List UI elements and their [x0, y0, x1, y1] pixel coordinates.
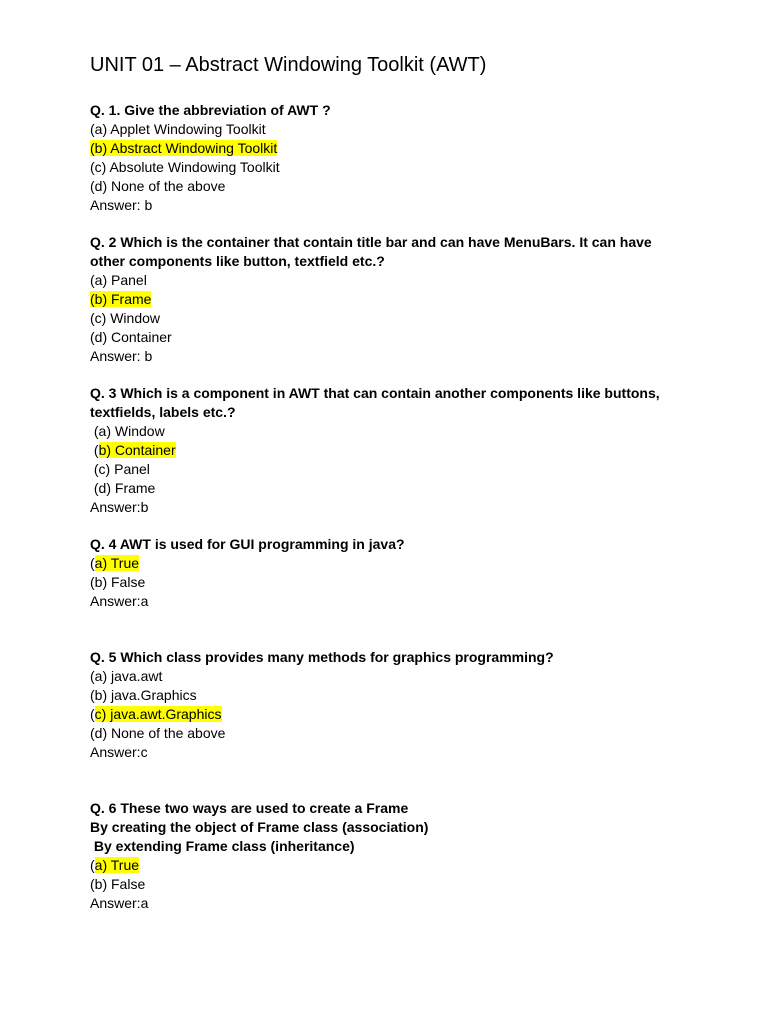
option-prefix: ( — [90, 857, 95, 873]
answer-text: Answer:b — [90, 499, 149, 515]
highlighted-answer: a) True — [94, 555, 140, 571]
question-text-line-2: textfields, labels etc.? — [90, 404, 236, 420]
answer-text: Answer:c — [90, 744, 148, 760]
option-c: (c) Panel — [90, 461, 150, 477]
option-b — [90, 441, 750, 460]
option-prefix: ( — [90, 555, 95, 571]
highlighted-answer: a) True — [94, 857, 140, 873]
option-b — [90, 139, 750, 158]
option-b — [90, 290, 750, 309]
option-d: (d) Frame — [90, 480, 156, 496]
question-text: Q. 1. Give the abbreviation of AWT ? — [90, 102, 331, 118]
highlighted-answer: (b) Frame — [90, 291, 152, 307]
question-text: Q. 5 Which class provides many methods for graphics programming? — [90, 649, 554, 665]
question-block-1 — [90, 101, 750, 215]
answer-text: Answer: b — [90, 348, 153, 364]
answer-text: Answer: b — [90, 197, 153, 213]
question-text-line-2: By creating the object of Frame class (association) — [90, 819, 429, 835]
option-a — [90, 554, 750, 573]
option-prefix: ( — [90, 442, 99, 458]
option-b: (b) False — [90, 574, 146, 590]
question-text-line-1: Q. 2 Which is the container that contain title bar and can have MenuBars. It can have — [90, 234, 652, 250]
page-title: UNIT 01 – Abstract Windowing Toolkit (AWT) — [90, 54, 487, 76]
question-block-3 — [90, 384, 750, 517]
option-a: (a) Window — [90, 423, 165, 439]
question-block-2 — [90, 233, 750, 366]
question-block-6 — [90, 799, 750, 913]
option-b: (b) False — [90, 876, 146, 892]
option-a: (a) Panel — [90, 272, 147, 288]
document-page — [90, 50, 750, 931]
option-a: (a) Applet Windowing Toolkit — [90, 121, 266, 137]
question-text-line-3: By extending Frame class (inheritance) — [90, 838, 355, 854]
option-prefix: ( — [90, 706, 95, 722]
option-c — [90, 705, 750, 724]
option-a: (a) java.awt — [90, 668, 163, 684]
option-c: (c) Window — [90, 310, 161, 326]
option-d: (d) None of the above — [90, 725, 226, 741]
option-b: (b) java.Graphics — [90, 687, 197, 703]
answer-text: Answer:a — [90, 895, 149, 911]
option-d: (d) Container — [90, 329, 172, 345]
option-c: (c) Absolute Windowing Toolkit — [90, 159, 280, 175]
option-a — [90, 856, 750, 875]
question-text-line-1: Q. 3 Which is a component in AWT that can contain another components like buttons, — [90, 385, 660, 401]
option-d: (d) None of the above — [90, 178, 226, 194]
question-text-line-2: other components like button, textfield etc.? — [90, 253, 385, 269]
question-text: Q. 4 AWT is used for GUI programming in java? — [90, 536, 405, 552]
question-block-4 — [90, 535, 750, 611]
highlighted-answer: b) Container — [98, 442, 176, 458]
answer-text: Answer:a — [90, 593, 149, 609]
question-text-line-1: Q. 6 These two ways are used to create a Frame — [90, 800, 409, 816]
question-block-5 — [90, 648, 750, 762]
highlighted-answer: c) java.awt.Graphics — [94, 706, 222, 722]
highlighted-answer: (b) Abstract Windowing Toolkit — [90, 140, 278, 156]
